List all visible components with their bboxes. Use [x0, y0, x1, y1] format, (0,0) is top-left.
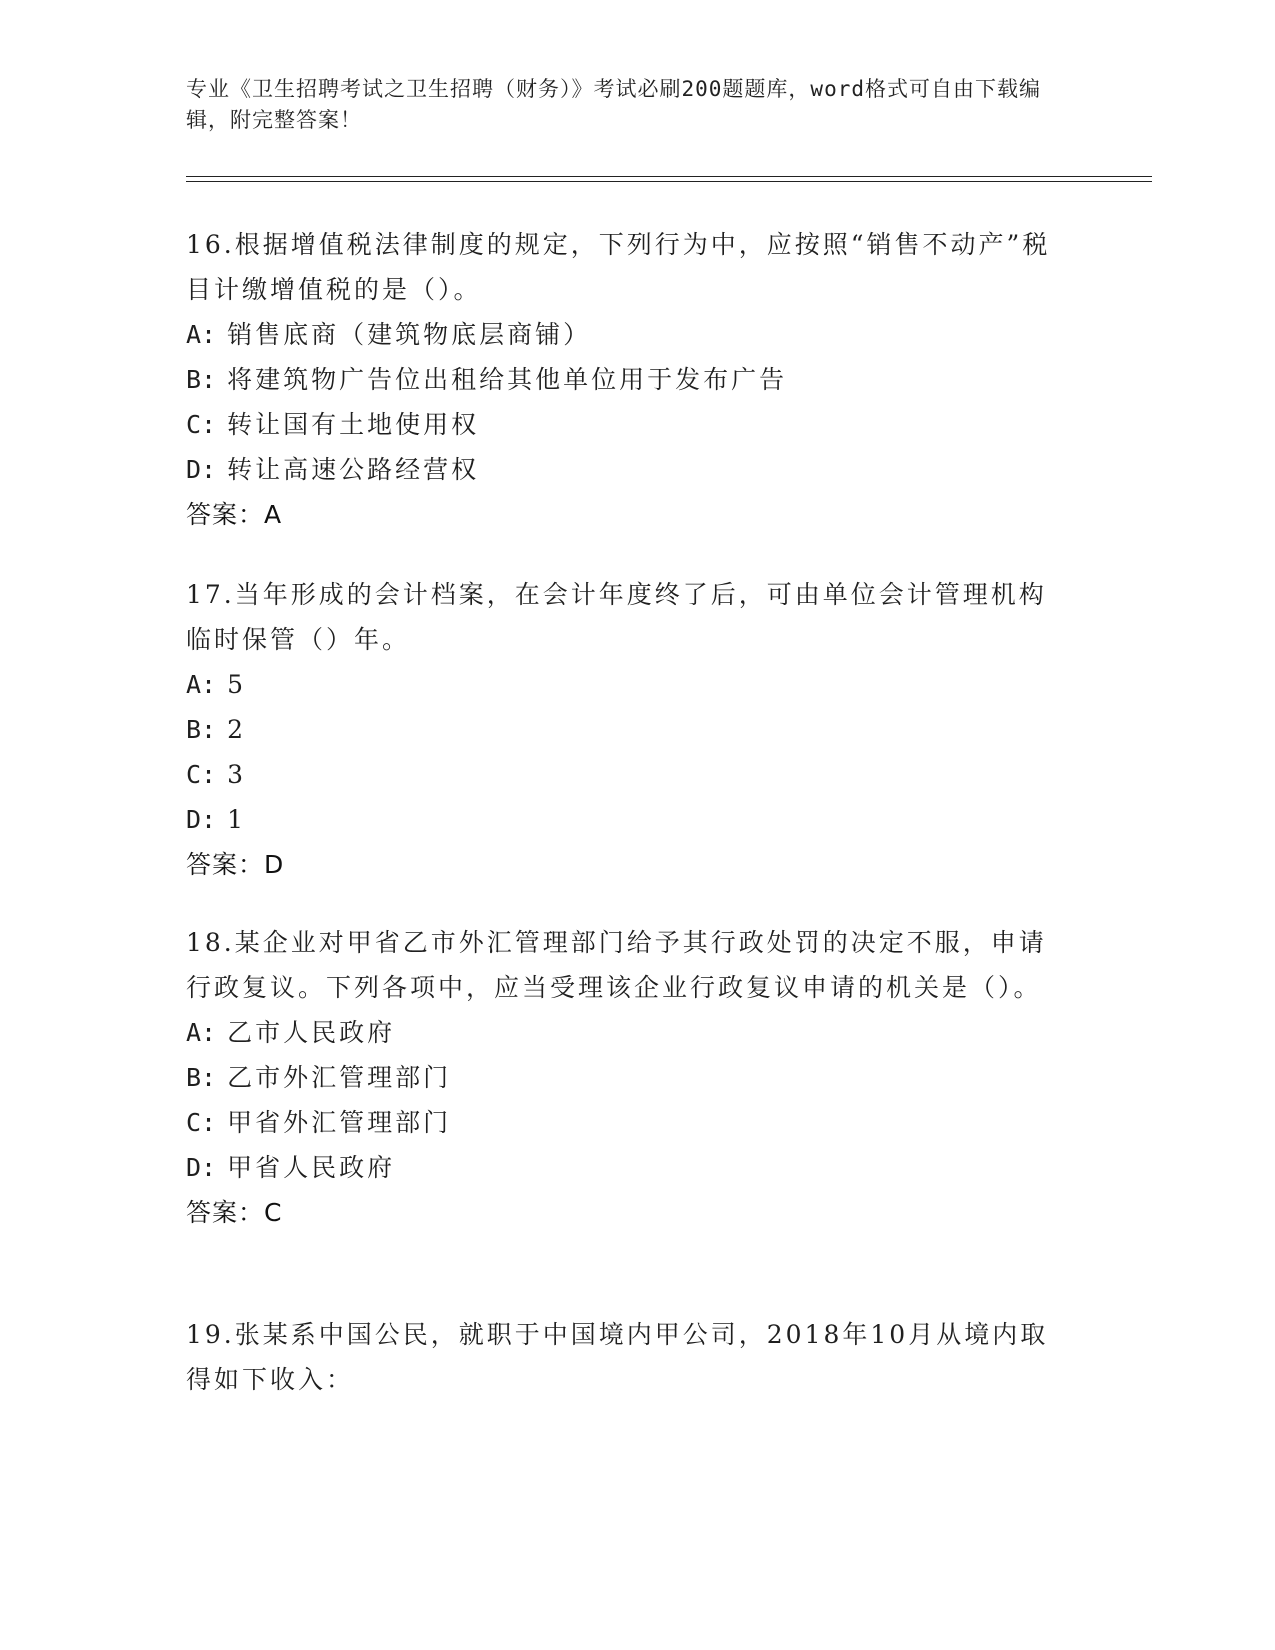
option-text: 3: [227, 760, 246, 789]
option-letter: C:: [186, 1108, 217, 1137]
answer-line: 答案：C: [186, 1198, 283, 1227]
question-stem: 16.根据增值税法律制度的规定，下列行为中，应按照“销售不动产”税目计缴增值税的是（）。: [186, 230, 1051, 304]
option-text: 1: [227, 805, 246, 834]
question-stem: 17.当年形成的会计档案，在会计年度终了后，可由单位会计管理机构临时保管（）年。: [186, 580, 1047, 654]
option-text: 甲省人民政府: [227, 1153, 396, 1182]
option-letter: A:: [186, 1018, 217, 1047]
answer-line: 答案：A: [186, 500, 283, 529]
option-letter: C:: [186, 760, 217, 789]
question-stem: 18.某企业对甲省乙市外汇管理部门给予其行政处罚的决定不服，申请行政复议。下列各项中，应当受理该企业行政复议申请的机关是（）。: [186, 928, 1047, 1002]
question-16: [186, 222, 1066, 537]
question-19: [186, 1312, 1066, 1402]
question-stem: 19.张某系中国公民，就职于中国境内甲公司，2018年10月从境内取得如下收入：: [186, 1320, 1049, 1394]
option-text: 5: [227, 670, 246, 699]
option-letter: B:: [186, 715, 217, 744]
option-a: [186, 312, 1066, 357]
option-b: [186, 707, 1066, 752]
option-a: [186, 662, 1066, 707]
option-text: 乙市外汇管理部门: [227, 1063, 452, 1092]
option-text: 转让国有土地使用权: [227, 410, 480, 439]
option-letter: A:: [186, 320, 217, 349]
option-letter: D:: [186, 805, 217, 834]
question-17: [186, 572, 1066, 887]
option-text: 甲省外汇管理部门: [227, 1108, 452, 1137]
option-text: 乙市人民政府: [227, 1018, 396, 1047]
option-a: [186, 1010, 1066, 1055]
option-d: [186, 797, 1066, 842]
option-text: 销售底商（建筑物底层商铺）: [227, 320, 592, 349]
option-b: [186, 1055, 1066, 1100]
option-d: [186, 1145, 1066, 1190]
option-letter: D:: [186, 455, 217, 484]
option-c: [186, 752, 1066, 797]
document-header: 专业《卫生招聘考试之卫生招聘（财务）》考试必刷200题题库，word格式可自由下载编辑，附完整答案！: [186, 77, 1041, 132]
option-letter: C:: [186, 410, 217, 439]
option-c: [186, 1100, 1066, 1145]
option-letter: B:: [186, 1063, 217, 1092]
header-double-rule: [186, 176, 1152, 182]
option-letter: D:: [186, 1153, 217, 1182]
option-text: 2: [227, 715, 246, 744]
option-letter: B:: [186, 365, 217, 394]
option-d: [186, 447, 1066, 492]
option-letter: A:: [186, 670, 217, 699]
answer-line: 答案：D: [186, 850, 285, 879]
option-c: [186, 402, 1066, 447]
option-b: [186, 357, 1066, 402]
option-text: 将建筑物广告位出租给其他单位用于发布广告: [227, 365, 788, 394]
question-18: [186, 920, 1066, 1235]
option-text: 转让高速公路经营权: [227, 455, 480, 484]
